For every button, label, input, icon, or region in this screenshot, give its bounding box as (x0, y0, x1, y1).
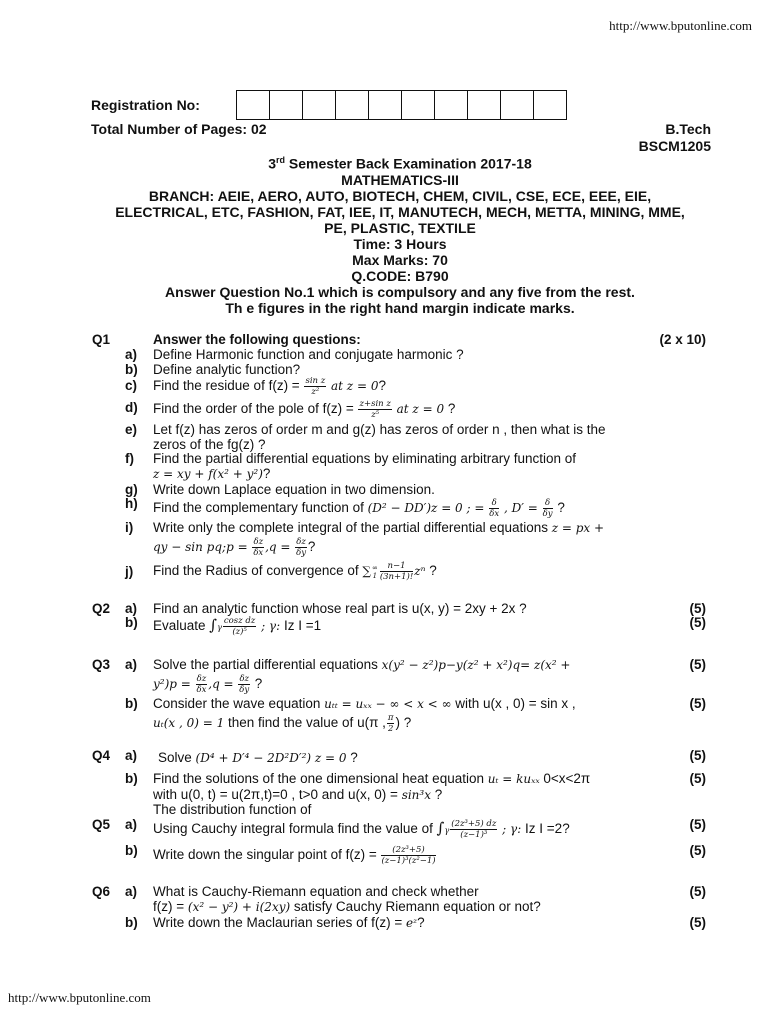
question-text: with u(0, t) = u(2π,t)=0 , t>0 and u(x, 0) = sin³x ? (153, 787, 443, 802)
branch-line: PE, PLASTIC, TEXTILE (324, 219, 476, 236)
marks: (5) (689, 843, 706, 858)
exam-header (88, 152, 712, 284)
registration-boxes[interactable] (236, 90, 567, 120)
question-text: Let f(z) has zeros of order m and g(z) has zeros of order n , then what is the (153, 422, 606, 437)
source-url-top[interactable]: http://www.bputonline.com (609, 18, 752, 33)
subquestion-label: b) (125, 362, 138, 377)
fraction: $\frac{\text{(2z³+5) dz}}{\text{(z−1)³}}$ (451, 819, 497, 840)
subquestion-label: b) (125, 696, 138, 711)
marks: (5) (689, 915, 706, 930)
instruction-line: Answer Question No.1 which is compulsory and any five from the rest. (165, 284, 635, 300)
instruction-line: Th e figures in the right hand margin indicate marks. (225, 300, 575, 316)
total-pages: Total Number of Pages: 02 (91, 121, 267, 137)
question-text: Write only the complete integral of the partial differential equations z = px + (153, 520, 605, 535)
marks: (5) (689, 657, 706, 672)
fraction: $\frac{\delta z}{\delta y}$ (239, 674, 250, 695)
fraction: $\frac{\delta}{\delta x}$ (489, 498, 500, 519)
fraction: $\frac{\delta}{\delta y}$ (542, 498, 553, 519)
subquestion-label: b) (125, 843, 138, 858)
subquestion-label: b) (125, 771, 138, 786)
fraction: $\frac{\text{cosz dz}}{\text{(z)⁵}}$ (223, 616, 256, 637)
course-code: BSCM1205 (638, 138, 711, 154)
registration-box[interactable] (468, 91, 501, 119)
subquestion-label: a) (125, 884, 138, 899)
subquestion-label: g) (125, 482, 138, 497)
subquestion-label: d) (125, 400, 138, 415)
question-text: zeros of the fg(z) ? (153, 437, 266, 452)
question-text: Solve the partial differential equations x(y² − z²)p−y(z² + x²)q= z(x² + (153, 657, 571, 672)
fraction: $\frac{\delta z}{\delta y}$ (296, 537, 307, 558)
registration-label: Registration No: (91, 97, 200, 113)
subquestion-label: a) (125, 601, 138, 616)
subquestion-label: b) (125, 915, 138, 930)
exam-time: Time: 3 Hours (353, 235, 447, 252)
registration-box[interactable] (336, 91, 369, 119)
question-number: Q2 (92, 601, 111, 616)
marks: (5) (689, 817, 706, 832)
question-text: Find the solutions of the one dimensional heat equation uₜ = kuₓₓ 0<x<2π (153, 771, 591, 786)
marks: (5) (689, 748, 706, 763)
marks: (5) (689, 884, 706, 899)
fraction: $\frac{\pi}{2}$ (387, 713, 394, 734)
subject-title: MATHEMATICS-III (341, 171, 459, 188)
question-text: Write down the singular point of f(z) = $\frac{\text{(2z³+5)}}{\text{(z−1)³(z²−1)}}$ (153, 845, 436, 866)
registration-box[interactable] (369, 91, 402, 119)
question-text: The distribution function of (153, 802, 312, 817)
registration-row (91, 90, 567, 120)
subquestion-label: a) (125, 817, 138, 832)
question-text: Find the complementary function of (D² − DD′)z = 0 ; = $\frac{\delta}{\delta x}$ , D′ = $\frac{\delta}{\delta y}$ ? (153, 498, 565, 519)
question-number: Q4 (92, 748, 111, 763)
question-text: qy − sin pq;p = $\frac{\delta z}{\delta x}$ ,q = $\frac{\delta z}{\delta y}$ ? (153, 537, 316, 558)
question-text: Write down Laplace equation in two dimension. (153, 482, 435, 497)
question-text: Find the partial differential equations by eliminating arbitrary function of (153, 451, 576, 466)
subquestion-label: b) (125, 615, 138, 630)
question-text: Solve (D⁴ + D′⁴ − 2D²D′²) z = 0 ? (158, 750, 358, 765)
max-marks: Max Marks: 70 (352, 251, 448, 268)
fraction: $\frac{\text{sin z}}{\text{z²}}$ (305, 376, 326, 397)
question-text: Evaluate ∫γ $\frac{\text{cosz dz}}{\text{(z)⁵}}$ ; γ: Iz I =1 (153, 616, 322, 637)
source-url-bottom[interactable]: http://www.bputonline.com (8, 990, 151, 1005)
subquestion-label: i) (125, 520, 134, 535)
registration-box[interactable] (435, 91, 468, 119)
subquestion-label: c) (125, 378, 138, 393)
question-text: Find an analytic function whose real part is u(x, y) = 2xy + 2x ? (153, 601, 527, 616)
marks: (5) (689, 771, 706, 786)
program-name: B.Tech (665, 121, 711, 137)
question-text: y²)p = $\frac{\delta z}{\delta x}$ ,q = $\frac{\delta z}{\delta y}$ ? (153, 674, 263, 695)
question-text: Find the Radius of convergence of ∑ ∞ 1 $\frac{n-1}{(3n+1)!}$ zⁿ ? (153, 561, 437, 582)
question-heading: Answer the following questions: (153, 332, 361, 347)
marks: (5) (689, 601, 706, 616)
question-text: f(z) = (x² − y²) + i(2xy) satisfy Cauchy Riemann equation or not? (153, 899, 541, 914)
registration-box[interactable] (534, 91, 566, 119)
question-text: Using Cauchy integral formula find the value of ∫γ $\frac{\text{(2z³+5) dz}}{\text{(z−1)³}}$ ; γ: Iz I =2? (153, 819, 570, 840)
subquestion-label: j) (125, 564, 134, 579)
subquestion-label: a) (125, 748, 138, 763)
marks: (5) (689, 696, 706, 711)
branch-line: ELECTRICAL, ETC, FASHION, FAT, IEE, IT, MANUTECH, MECH, METTA, MINING, MME, (115, 203, 685, 220)
program-code-block (639, 121, 711, 155)
subquestion-label: f) (125, 451, 134, 466)
question-number: Q1 (92, 332, 111, 347)
question-text: Find the order of the pole of f(z) = $\frac{\text{z+sin z}}{\text{z⁵}}$ at z = 0 ? (153, 399, 456, 420)
subquestion-label: a) (125, 347, 138, 362)
question-number: Q6 (92, 884, 111, 899)
subquestion-label: h) (125, 496, 138, 511)
question-number: Q5 (92, 817, 111, 832)
marks: (5) (689, 615, 706, 630)
fraction: $\frac{\text{(2z³+5)}}{\text{(z−1)³(z²−1)}}$ (381, 845, 436, 866)
question-text: Consider the wave equation uₜₜ = uₓₓ − ∞ < x < ∞ with u(x , 0) = sin x , (153, 696, 576, 711)
instructions (88, 284, 712, 316)
question-text: Find the residue of f(z) = $\frac{\text{sin z}}{\text{z²}}$ at z = 0? (153, 376, 386, 397)
question-text: uₜ(x , 0) = 1 then find the value of u(π , $\frac{\pi}{2}$ ) ? (153, 713, 412, 734)
question-text: Define Harmonic function and conjugate harmonic ? (153, 347, 464, 362)
question-text: Write down the Maclaurian series of f(z) = eᶻ? (153, 915, 425, 930)
fraction: $\frac{\delta z}{\delta x}$ (196, 674, 207, 695)
marks: (2 x 10) (659, 332, 706, 347)
question-code: Q.CODE: B790 (351, 267, 449, 284)
branch-line: BRANCH: AEIE, AERO, AUTO, BIOTECH, CHEM, CIVIL, CSE, ECE, EEE, EIE, (148, 187, 652, 204)
subquestion-label: e) (125, 422, 138, 437)
question-text: Define analytic function? (153, 362, 301, 377)
fraction: $\frac{n-1}{(3n+1)!}$ (379, 561, 414, 582)
registration-box[interactable] (402, 91, 435, 119)
registration-box[interactable] (237, 91, 270, 119)
registration-box[interactable] (501, 91, 534, 119)
question-text: What is Cauchy-Riemann equation and check whether (153, 884, 479, 899)
semester-line: 3rd Semester Back Examination 2017-18 (268, 155, 532, 172)
question-text: z = xy + f(x² + y²)? (153, 466, 271, 481)
registration-box[interactable] (303, 91, 336, 119)
subquestion-label: a) (125, 657, 138, 672)
fraction: $\frac{\text{z+sin z}}{\text{z⁵}}$ (359, 399, 391, 420)
registration-box[interactable] (270, 91, 303, 119)
question-number: Q3 (92, 657, 111, 672)
sum-limits: ∞ 1 (371, 563, 378, 580)
fraction: $\frac{\delta z}{\delta x}$ (253, 537, 264, 558)
